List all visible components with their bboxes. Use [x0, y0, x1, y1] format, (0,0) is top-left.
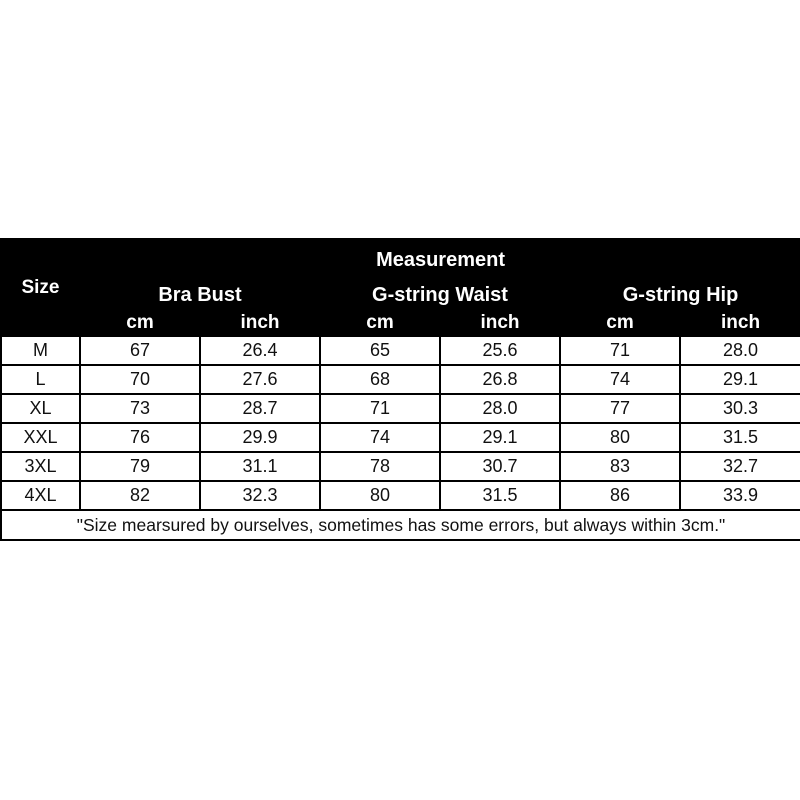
- waist-inch-cell: 29.1: [440, 423, 560, 452]
- waist-cm-cell: 71: [320, 394, 440, 423]
- bust-cm-cell: 73: [80, 394, 200, 423]
- waist-inch-cell: 28.0: [440, 394, 560, 423]
- table-row: [1, 394, 800, 423]
- bust-cm-cell: 67: [80, 336, 200, 365]
- unit-header-cm: cm: [80, 310, 200, 336]
- table-row: [1, 365, 800, 394]
- size-column-header: Size: [1, 239, 80, 336]
- size-cell: XXL: [1, 423, 80, 452]
- waist-inch-cell: 30.7: [440, 452, 560, 481]
- bust-inch-cell: 31.1: [200, 452, 320, 481]
- size-cell: 4XL: [1, 481, 80, 510]
- waist-cm-cell: 74: [320, 423, 440, 452]
- hip-cm-cell: 71: [560, 336, 680, 365]
- measurement-note: "Size mearsured by ourselves, sometimes has some errors, but always within 3cm.": [1, 510, 800, 540]
- table-row: [1, 481, 800, 510]
- hip-cm-cell: 77: [560, 394, 680, 423]
- waist-cm-cell: 68: [320, 365, 440, 394]
- hip-inch-cell: 33.9: [680, 481, 800, 510]
- hip-inch-cell: 30.3: [680, 394, 800, 423]
- unit-header-inch: inch: [680, 310, 800, 336]
- hip-inch-cell: 28.0: [680, 336, 800, 365]
- unit-header-cm: cm: [560, 310, 680, 336]
- group-header-g-string-waist: G-string Waist: [320, 281, 560, 310]
- bust-inch-cell: 29.9: [200, 423, 320, 452]
- table-row: [1, 452, 800, 481]
- hip-cm-cell: 80: [560, 423, 680, 452]
- unit-header-inch: inch: [440, 310, 560, 336]
- bust-cm-cell: 70: [80, 365, 200, 394]
- table-row: [1, 336, 800, 365]
- group-header-g-string-hip: G-string Hip: [560, 281, 800, 310]
- bust-inch-cell: 32.3: [200, 481, 320, 510]
- bust-inch-cell: 28.7: [200, 394, 320, 423]
- hip-inch-cell: 31.5: [680, 423, 800, 452]
- waist-inch-cell: 26.8: [440, 365, 560, 394]
- waist-cm-cell: 78: [320, 452, 440, 481]
- measurement-header: Measurement: [80, 239, 800, 281]
- size-chart: [0, 238, 800, 550]
- waist-inch-cell: 31.5: [440, 481, 560, 510]
- hip-inch-cell: 32.7: [680, 452, 800, 481]
- size-cell: L: [1, 365, 80, 394]
- group-header-bra-bust: Bra Bust: [80, 281, 320, 310]
- size-table: [0, 238, 800, 541]
- bust-cm-cell: 82: [80, 481, 200, 510]
- waist-inch-cell: 25.6: [440, 336, 560, 365]
- hip-cm-cell: 74: [560, 365, 680, 394]
- hip-cm-cell: 83: [560, 452, 680, 481]
- size-cell: XL: [1, 394, 80, 423]
- bust-cm-cell: 76: [80, 423, 200, 452]
- waist-cm-cell: 80: [320, 481, 440, 510]
- unit-header-cm: cm: [320, 310, 440, 336]
- table-row: [1, 423, 800, 452]
- waist-cm-cell: 65: [320, 336, 440, 365]
- size-cell: M: [1, 336, 80, 365]
- bust-inch-cell: 26.4: [200, 336, 320, 365]
- bust-inch-cell: 27.6: [200, 365, 320, 394]
- size-cell: 3XL: [1, 452, 80, 481]
- unit-header-inch: inch: [200, 310, 320, 336]
- hip-cm-cell: 86: [560, 481, 680, 510]
- hip-inch-cell: 29.1: [680, 365, 800, 394]
- bust-cm-cell: 79: [80, 452, 200, 481]
